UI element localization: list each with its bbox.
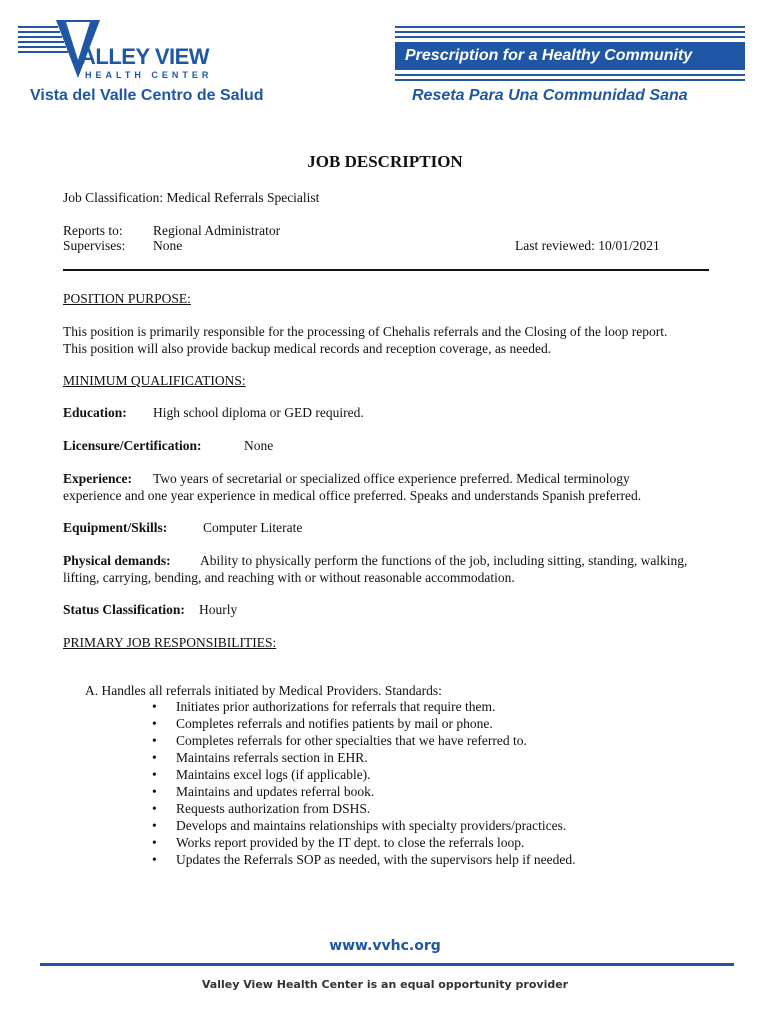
experience-label: Experience:: [63, 471, 132, 486]
physical-demands-line-1: Ability to physically perform the functions of the job, including sitting, standing, walking,: [200, 553, 688, 568]
responsibility-bullet-list: [152, 698, 576, 868]
purpose-line-2: This position will also provide backup medical records and reception coverage, as needed.: [63, 341, 552, 356]
status-classification-value: Hourly: [199, 602, 238, 617]
status-classification-label: Status Classification:: [63, 602, 185, 617]
education-value: High school diploma or GED required.: [153, 405, 364, 420]
last-reviewed: Last reviewed: 10/01/2021: [515, 238, 660, 253]
responsibility-item-a: A. Handles all referrals initiated by Medical Providers. Standards:: [85, 683, 442, 698]
equal-opportunity-statement: Valley View Health Center is an equal opportunity provider: [201, 978, 569, 991]
experience-line-1: Two years of secretarial or specialized office experience preferred. Medical terminology: [153, 471, 630, 486]
minimum-qualifications-heading: MINIMUM QUALIFICATIONS:: [63, 373, 246, 388]
licensure-label: Licensure/Certification:: [63, 438, 202, 453]
experience-line-2: experience and one year experience in medical office preferred. Speaks and understands Spanish preferred.: [63, 488, 642, 503]
tagline-spanish: Reseta Para Una Communidad Sana: [412, 87, 688, 104]
list-item: • Maintains excel logs (if applicable).: [152, 766, 576, 783]
supervises-label: Supervises:: [63, 238, 126, 253]
primary-responsibilities-heading: PRIMARY JOB RESPONSIBILITIES:: [63, 635, 277, 650]
physical-demands-line-2: lifting, carrying, bending, and reaching with or without reasonable accommodation.: [63, 570, 515, 585]
equipment-skills-label: Equipment/Skills:: [63, 520, 168, 535]
list-item: • Completes referrals and notifies patients by mail or phone.: [152, 715, 576, 732]
brand-subtitle: HEALTH CENTER: [85, 70, 213, 80]
document-title: JOB DESCRIPTION: [307, 152, 463, 171]
brand-spanish-name: Vista del Valle Centro de Salud: [30, 87, 264, 104]
reports-to-value: Regional Administrator: [153, 223, 281, 238]
list-item: • Develops and maintains relationships with specialty providers/practices.: [152, 817, 576, 834]
list-item: • Completes referrals for other specialties that we have referred to.: [152, 732, 576, 749]
job-classification: Job Classification: Medical Referrals Specialist: [63, 190, 320, 205]
website-link[interactable]: www.vvhc.org: [329, 938, 441, 954]
list-item: • Maintains referrals section in EHR.: [152, 749, 576, 766]
header-divider: [63, 269, 709, 271]
reports-to-label: Reports to:: [63, 223, 123, 238]
list-item: • Requests authorization from DSHS.: [152, 800, 576, 817]
list-item: • Updates the Referrals SOP as needed, with the supervisors help if needed.: [152, 851, 576, 868]
tagline-english: Prescription for a Healthy Community: [405, 47, 693, 64]
equipment-skills-value: Computer Literate: [203, 520, 303, 535]
purpose-line-1: This position is primarily responsible for the processing of Chehalis referrals and the Closing of the loop report.: [63, 324, 668, 339]
supervises-value: None: [153, 238, 183, 253]
list-item: • Initiates prior authorizations for referrals that require them.: [152, 698, 576, 715]
position-purpose-heading: POSITION PURPOSE:: [63, 291, 191, 306]
education-label: Education:: [63, 405, 127, 420]
brand-name: ALLEY VIEW: [80, 44, 210, 69]
physical-demands-label: Physical demands:: [63, 553, 171, 568]
list-item: • Maintains and updates referral book.: [152, 783, 576, 800]
list-item: • Works report provided by the IT dept. to close the referrals loop.: [152, 834, 576, 851]
footer-divider: [40, 963, 734, 966]
licensure-value: None: [244, 438, 274, 453]
